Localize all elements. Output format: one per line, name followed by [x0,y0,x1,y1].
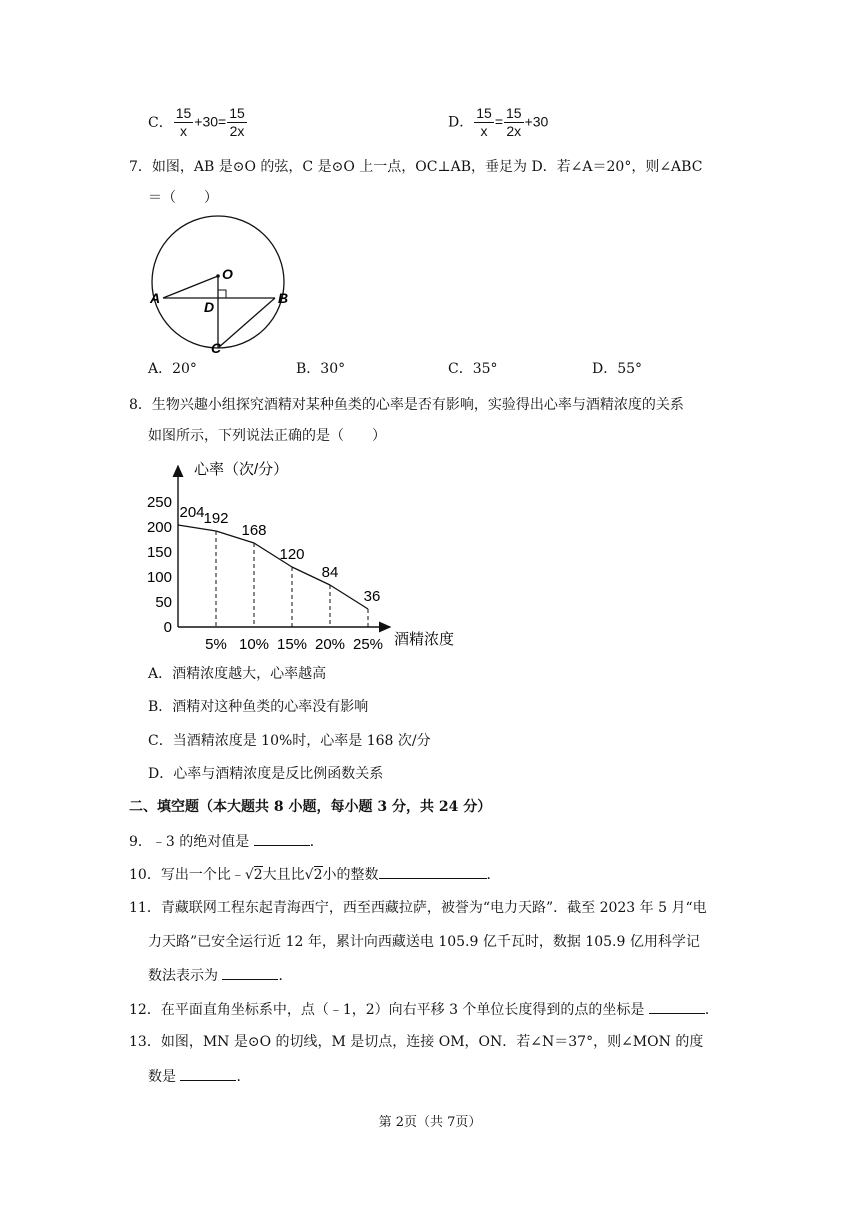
q6-option-d: D． $\frac{15}{x}$ = $\frac{15}{2x}$ +30 [448,105,549,139]
y-axis-label: 心率（次/分） [194,461,289,478]
right-angle-mark [218,290,226,298]
y-tick-label: 250 [146,494,172,511]
data-point-label: 204 [179,504,205,521]
q6c-fraction-2: $\frac{15}{2x}$ [229,105,245,139]
segment-cb [218,298,275,348]
q8-option-d: D．心率与酒精浓度是反比例函数关系 [148,766,384,782]
q13-answer-blank[interactable] [180,1066,236,1081]
q13-line2: 数是 ． [148,1066,250,1087]
q12-answer-blank[interactable] [649,999,705,1014]
q8-stem-line2: 如图所示，下列说法正确的是（ ） [148,428,386,444]
q11-line1: 11．青藏联网工程东起青海西宁，西至西藏拉萨，被誉为“电力天路”．截至 2023 年 5 月“电 [129,900,707,916]
q12: 12．在平面直角坐标系中，点（﹣1，2）向右平移 3 个单位长度得到的点的坐标是 ． [129,999,719,1020]
q9: 9．﹣3 的绝对值是 ． [129,831,324,852]
label-o: O [222,266,233,282]
q10: 10．写出一个比﹣√2大且比√2小的整数 ． [129,864,501,885]
data-point-label: 120 [279,546,305,563]
page-footer: 第 2页（共 7页） [378,1115,482,1130]
x-axis-label: 酒精浓度 [394,631,455,648]
q10-answer-blank[interactable] [379,864,487,879]
x-tick-label: 15% [276,636,308,653]
q7-option-a: A．20° [148,361,197,377]
center-point [216,274,220,278]
y-tick-label: 100 [146,569,172,586]
data-point-label: 84 [321,564,339,581]
q8-option-a: A．酒精浓度越大，心率越高 [148,666,327,682]
q6c-fraction-1: $\frac{15}{x}$ [175,105,192,139]
q11-line3: 数法表示为 ． [148,965,292,986]
q6d-fraction-1: $\frac{15}{x}$ [476,105,492,139]
y-tick-label: 0 [163,619,172,636]
x-tick-label: 5% [205,636,227,653]
q7-option-b: B．30° [296,361,346,377]
series-line-segment [330,585,368,609]
x-tick-label: 20% [314,636,346,653]
label-c: C [211,340,222,356]
y-tick-label: 200 [146,519,172,536]
q6-option-c: C． $\frac{15}{x}$ +30= $\frac{15}{2x}$ [148,105,245,139]
label-a: A [150,290,161,306]
sqrt-symbol-1: √2 [244,867,263,883]
q7-stem-line2: ＝（ ） [148,190,218,206]
q7-option-c: C．35° [448,361,498,377]
segment-ao [163,276,218,298]
q6d-fraction-2: $\frac{15}{2x}$ [506,105,522,139]
label-b: B [278,290,289,306]
q8-stem-line1: 8．生物兴趣小组探究酒精对某种鱼类的心率是否有影响，实验得出心率与酒精浓度的关系 [129,397,684,413]
q11-answer-blank[interactable] [222,965,278,980]
q7-stem-line1: 7．如图，AB 是⊙O 的弦，C 是⊙O 上一点，OC⊥AB，垂足为 D．若∠A＝20°，则∠ABC [129,159,703,175]
q8-option-c: C．当酒精浓度是 10%时，心率是 168 次/分 [148,733,431,749]
label-d: D [204,299,215,315]
q7-option-d: D．55° [592,361,643,377]
sqrt-symbol-2: √2 [304,867,323,883]
y-tick-label: 150 [146,544,172,561]
q7-circle-figure [140,212,310,357]
q11-line2: 力天路”已安全运行近 12 年，累计向西藏送电 105.9 亿千瓦时，数据 105.9 亿用科学记 [148,934,700,950]
q9-answer-blank[interactable] [254,831,310,846]
data-point-label: 192 [203,510,229,527]
q13-line1: 13．如图，MN 是⊙O 的切线，M 是切点，连接 OM，ON．若∠N＝37°，则∠MON 的度 [129,1034,704,1050]
data-point-label: 36 [363,588,381,605]
x-tick-label: 25% [352,636,384,653]
data-point-label: 168 [241,522,267,539]
q8-option-b: B．酒精对这种鱼类的心率没有影响 [148,699,369,715]
x-tick-label: 10% [238,636,270,653]
section-2-title: 二、填空题（本大题共 8 小题，每小题 3 分，共 24 分） [129,799,492,815]
q8-line-chart [140,452,480,662]
y-tick-label: 50 [155,594,172,611]
